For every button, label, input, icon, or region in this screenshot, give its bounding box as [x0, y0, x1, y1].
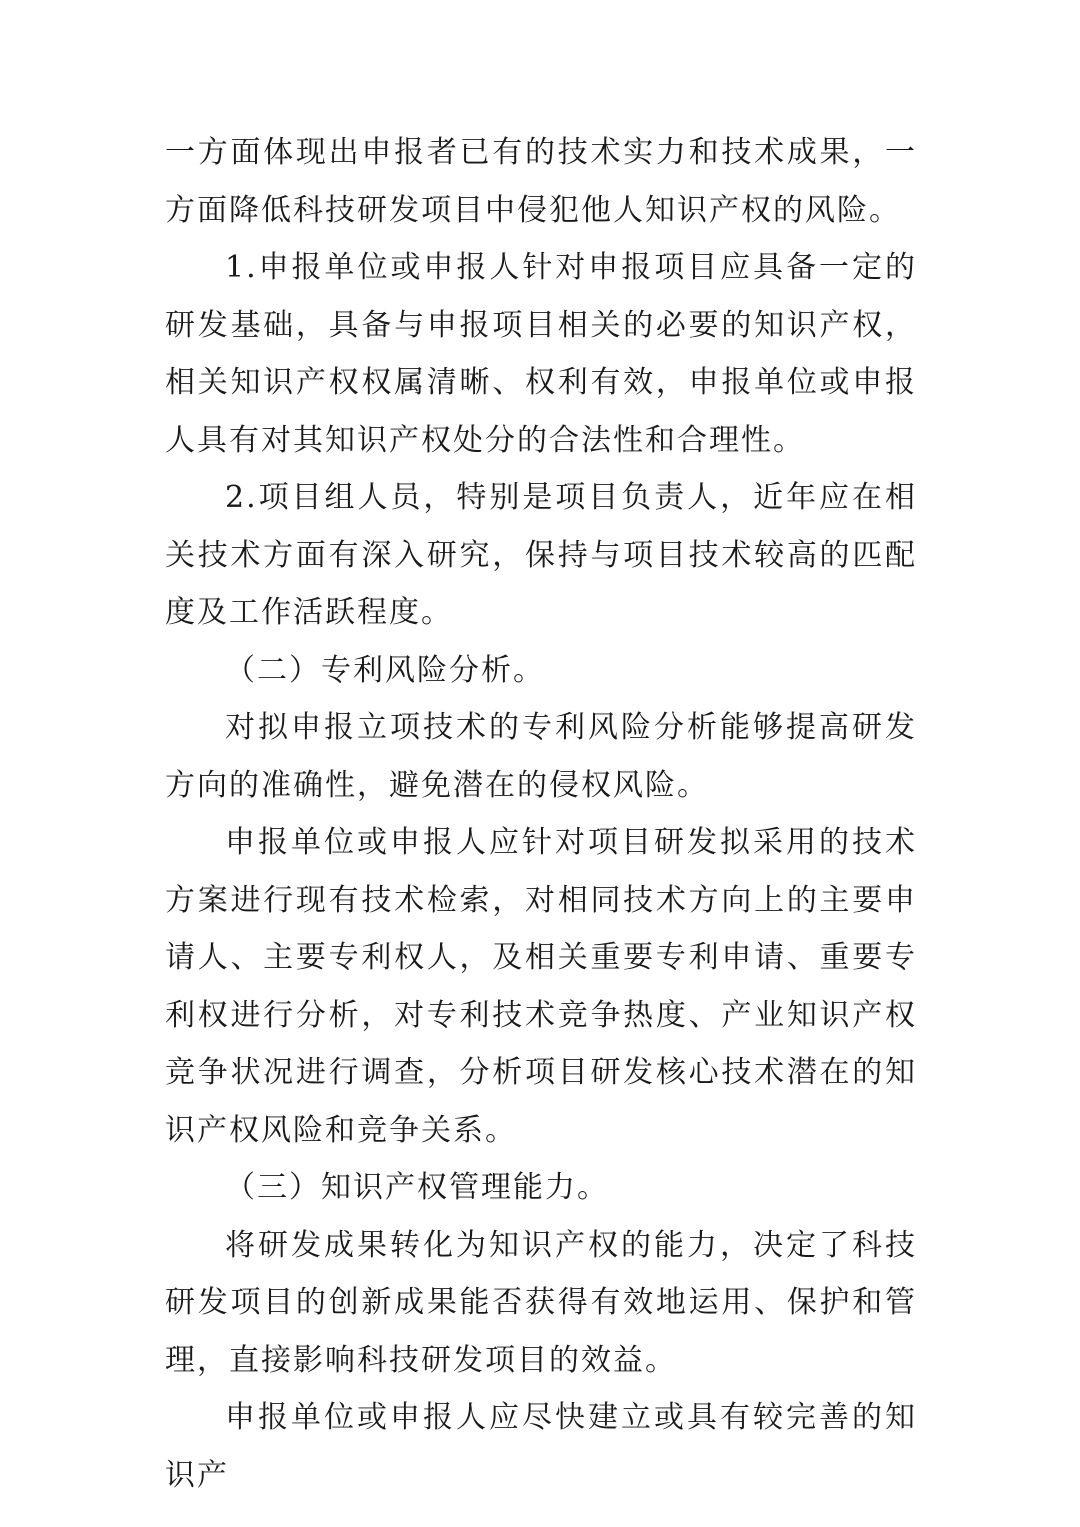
paragraph-item-1: 1.申报单位或申报人针对申报项目应具备一定的研发基础，具备与申报项目相关的必要的知识产权，相关知识产权权属清晰、权利有效，申报单位或申报人具有对其知识产权处分的合法性和合理性。 [165, 250, 917, 458]
paragraph-patent-risk-detail: 申报单位或申报人应针对项目研发拟采用的技术方案进行现有技术检索，对相同技术方向上的主要申请人、主要专利权人，及相关重要专利申请、重要专利权进行分析，对专利技术竞争热度、产业知识产权竞争状况进行调查，分析项目研发核心技术潜在的知识产权风险和竞争关系。 [165, 825, 917, 1148]
document-body [165, 124, 917, 1504]
paragraph-ip-management-detail: 申报单位或申报人应尽快建立或具有较完善的知识产 [165, 1400, 917, 1493]
section-heading-ip-management: （三）知识产权管理能力。 [225, 1170, 609, 1205]
paragraph-patent-risk-intro: 对拟申报立项技术的专利风险分析能够提高研发方向的准确性，避免潜在的侵权风险。 [165, 710, 917, 803]
paragraph-ip-management-intro: 将研发成果转化为知识产权的能力，决定了科技研发项目的创新成果能否获得有效地运用、保护和管理，直接影响科技研发项目的效益。 [165, 1227, 917, 1378]
section-heading-patent-risk: （二）专利风险分析。 [225, 652, 545, 688]
paragraph-continuation: 一方面体现出申报者已有的技术实力和技术成果，一方面降低科技研发项目中侵犯他人知识产权的风险。 [165, 135, 917, 228]
paragraph-item-2: 2.项目组人员，特别是项目负责人，近年应在相关技术方面有深入研究，保持与项目技术较高的匹配度及工作活跃程度。 [165, 480, 917, 630]
